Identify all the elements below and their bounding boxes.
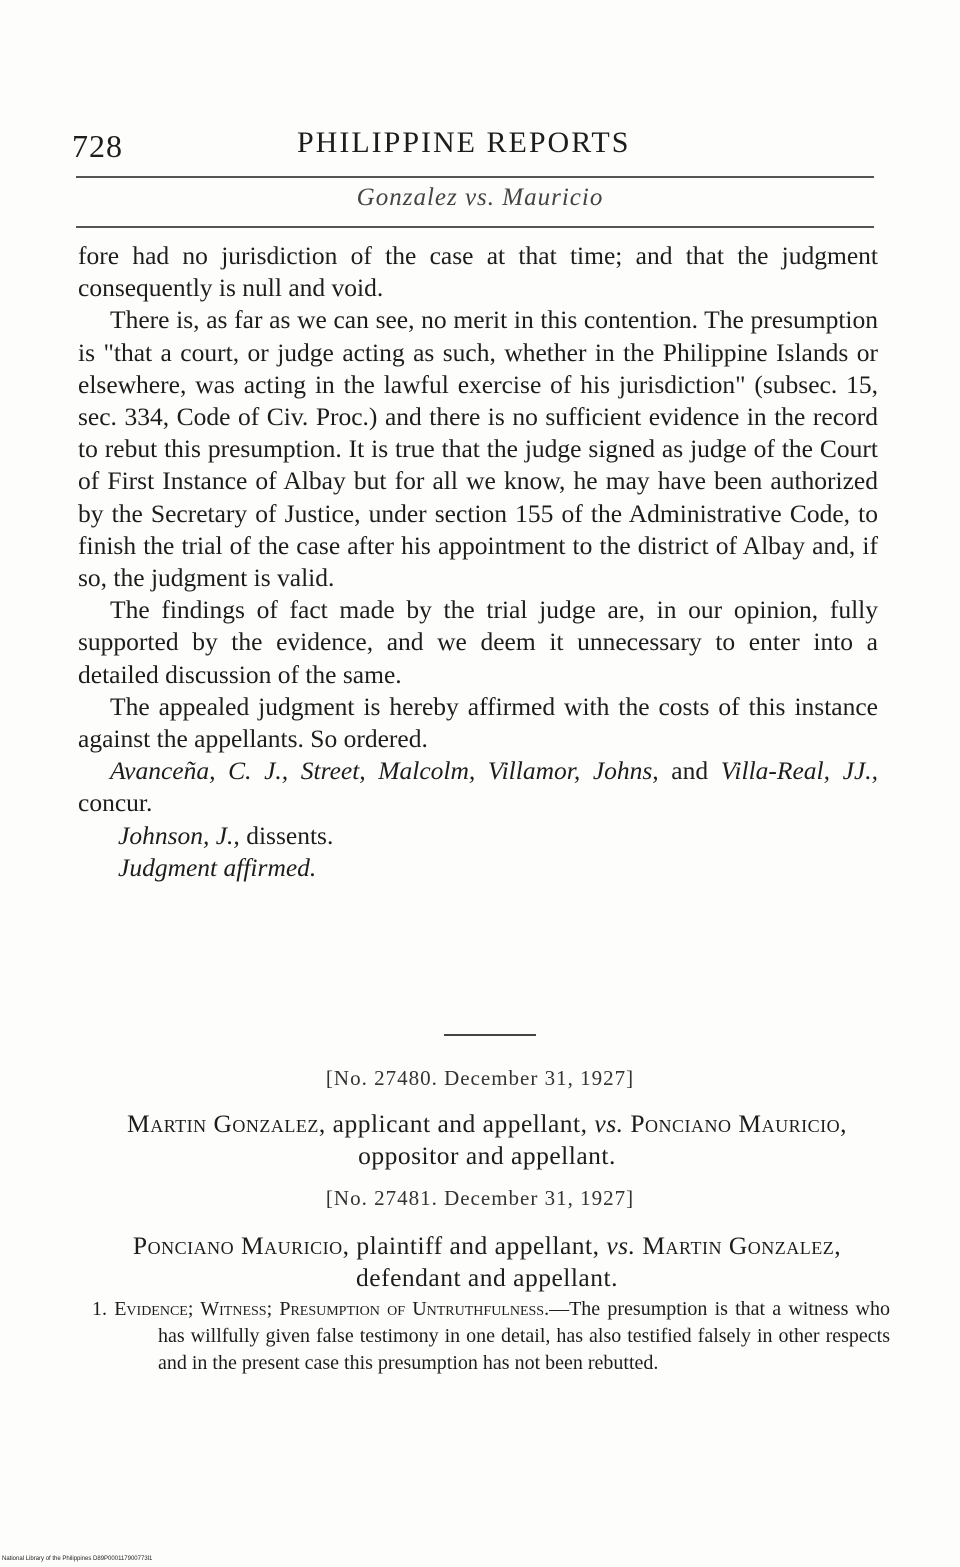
concurring-justices: Avanceña, C. J., Street, Malcolm, Villamor, Johns, [110,756,659,786]
case1-role1: applicant and appellant, [332,1109,588,1138]
case1-party2: Ponciano Mauricio, [630,1109,847,1138]
dissenting-justice: Johnson, J., [118,820,240,850]
syllabus-item-1 [92,1296,890,1377]
case2-party1: Ponciano Mauricio, [132,1231,350,1260]
header-rule-top [76,176,874,178]
case2-vs: vs. [606,1231,636,1260]
case1-role2: oppositor and appellant. [358,1141,616,1170]
syllabus-heading: Evidence; Witness; Presumption of Untruthfulness. [114,1298,550,1320]
case-caption-2 [92,1230,882,1294]
docket-line-2: [No. 27481. December 31, 1927] [325,1186,635,1210]
concurrence-line [78,755,878,819]
case2-party2: Martin Gonzalez, [642,1231,842,1260]
paragraph-disposition: The appealed judgment is hereby affirmed with the costs of this instance against the appellants. So ordered. [78,691,878,754]
case2-role1: plaintiff and appellant, [356,1231,600,1260]
paragraph-findings: The findings of fact made by the trial judge are, in our opinion, fully supported by the evidence, and we deem it unnecessary to enter into a detailed discussion of the same. [78,595,878,689]
docket-line-1: [No. 27480. December 31, 1927] [325,1066,635,1090]
syllabus-number: 1. [92,1298,107,1320]
scan-footer: National Library of the Philippines D89P000117900773l1 [2,1556,153,1562]
section-divider [444,1034,536,1036]
opinion-body [78,240,878,884]
paragraph-continuation: fore had no jurisdiction of the case at that time; and that the judgment consequently is null and void. [78,241,878,303]
page-header [72,122,880,166]
syllabus-text: —The presumption is that a witness who has willfully given false testimony in one detail, has also testified falsely in other respects and in the present case this presumption has not been rebutted. [158,1298,891,1374]
page-number: 728 [72,128,123,164]
case1-vs: vs. [594,1109,624,1138]
case-title: Gonzalez vs. Mauricio [356,184,604,211]
dissent-line [78,820,878,852]
case1-party1: Martin Gonzalez, [127,1109,326,1138]
concur-word: concur. [78,788,153,818]
concurring-justices-2: Villa-Real, JJ., [720,756,879,786]
concur-and: and [671,756,709,786]
paragraph-presumption: There is, as far as we can see, no merit in this contention. The presumption is "that a court, or judge acting as such, whether in the Philippine Islands or elsewhere, was acting in the lawful exercise of his jurisdiction" (subsec. 15, sec. 334, Code of Civ. Proc.) and there is no sufficient evidence in the record to rebut this presumption. It is true that the judge signed as judge of the Court of First Instance of Albay but for all we know, he may have been authorized by the Secretary of Justice, under section 155 of the Administrative Code, to finish the trial of the case after his appointment to the district of Albay and, if so, the judgment is valid. [78,305,878,593]
case2-role2: defendant and appellant. [356,1263,618,1292]
disposition-line: Judgment affirmed. [118,852,317,882]
header-rule-bottom [76,226,874,228]
case-caption-1 [92,1108,882,1172]
running-title: PHILIPPINE REPORTS [297,126,631,159]
syllabus [92,1296,890,1377]
dissent-word: dissents. [246,820,334,850]
